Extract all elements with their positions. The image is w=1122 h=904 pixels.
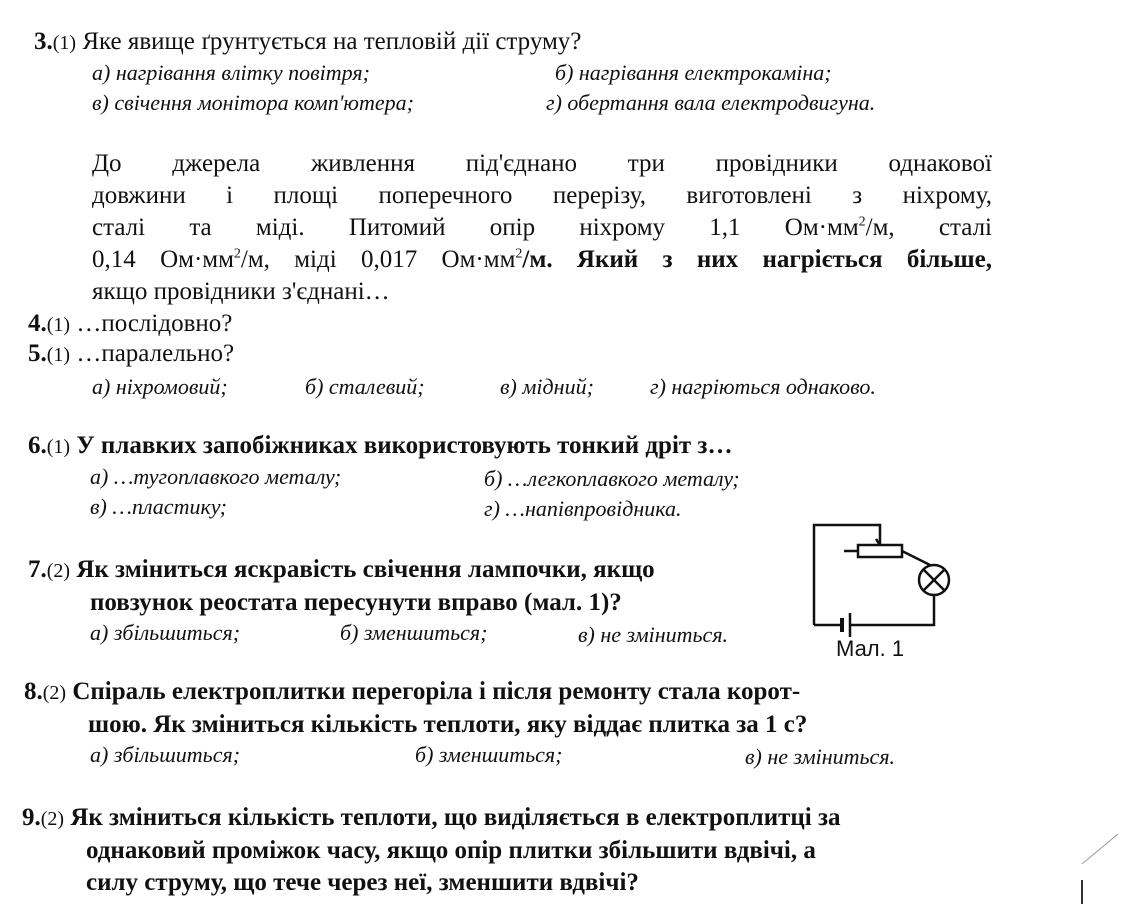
question-points: (2) — [46, 560, 71, 582]
question-text: …паралельно? — [76, 340, 235, 367]
question-number: 3. — [34, 28, 53, 55]
question-text-line-1: Спіраль електроплитки перегоріла і після ремонту стала корот- — [72, 678, 801, 705]
answer-a: а) ніхромовий; — [92, 374, 228, 399]
answer-b: б) зменшиться; — [340, 620, 488, 645]
question-5 — [28, 338, 234, 371]
question-text-line-3: силу струму, що тече через неї, зменшити вдвічі? — [86, 869, 639, 896]
answer-c: в) мідний; — [500, 374, 594, 399]
intro-line-4: 0,14 $Ом\cdot мм^2/м$, міді 0,017 $Ом\cdot мм^2/м$. Який з них нагріється більше, — [92, 246, 992, 273]
question-text: Яке явище ґрунтується на тепловій дії струму? — [82, 28, 582, 55]
answer-d: г) нагріються однаково. — [650, 374, 876, 399]
answer-d: г) …напівпровідника. — [484, 496, 682, 521]
scan-artifact-mark — [1080, 820, 1122, 904]
question-4 — [28, 308, 232, 341]
question-number: 8. — [24, 678, 43, 705]
question-number: 5. — [28, 340, 47, 367]
question-number: 4. — [28, 310, 47, 337]
question-points: (1) — [52, 32, 77, 54]
conductors-intro-paragraph — [92, 148, 992, 308]
question-number: 7. — [28, 556, 47, 583]
question-points: (2) — [42, 682, 67, 704]
circuit-wire-bottom — [850, 595, 934, 625]
question-3 — [34, 26, 581, 59]
answer-a: а) збільшиться; — [90, 742, 241, 767]
answer-a: а) збільшиться; — [90, 620, 241, 645]
intro-line-1: До джерела живлення під'єднано три провідники однакової — [92, 150, 992, 177]
question-text: У плавких запобіжниках використовують тонкий дріт з… — [76, 432, 733, 459]
question-text-line-1: Як зміниться яскравість свічення лампочки, якщо — [76, 556, 655, 583]
answer-b: б) нагрівання електрокаміна; — [555, 60, 832, 85]
question-points: (2) — [40, 808, 65, 830]
question-7 — [28, 554, 788, 619]
answer-c: в) не зміниться. — [578, 622, 729, 647]
circuit-wire-left — [814, 525, 880, 625]
answer-b: б) сталевий; — [305, 374, 425, 399]
question-number: 9. — [22, 804, 41, 831]
figure-caption: Мал. 1 — [836, 636, 905, 661]
intro-line-2: довжини і площі поперечного перерізу, виготовлені з ніхрому, — [92, 182, 992, 209]
answer-a: а) …тугоплавкого металу; — [90, 464, 342, 489]
answer-b: б) …легкоплавкого металу; — [484, 466, 740, 491]
answer-b: б) зменшиться; — [415, 742, 563, 767]
answer-c: в) не зміниться. — [745, 744, 896, 769]
question-text: …послідовно? — [76, 310, 233, 337]
question-points: (1) — [46, 314, 71, 336]
intro-line-5: якщо провідники з'єднані… — [92, 278, 390, 305]
rheostat-resistor — [858, 545, 902, 557]
circuit-diagram — [800, 515, 970, 645]
question-text-line-1: Як зміниться кількість теплоти, що виділяється в електроплитці за — [70, 804, 841, 831]
question-6 — [28, 430, 732, 463]
question-points: (1) — [46, 436, 71, 458]
question-8 — [24, 676, 994, 741]
question-points: (1) — [46, 344, 71, 366]
answer-c: в) свічення монітора комп'ютера; — [92, 90, 414, 115]
answer-c: в) …пластику; — [90, 494, 227, 519]
question-text-line-2: однаковий проміжок часу, якщо опір плитки збільшити вдвічі, а — [86, 837, 816, 864]
intro-line-3: сталі та міді. Питомий опір ніхрому 1,1 $Ом\cdot мм^2/м$, сталі — [92, 214, 992, 241]
question-text-line-2: повзунок реостата пересунути вправо (мал. 1)? — [90, 589, 622, 616]
question-text-line-2: шою. Як зміниться кількість теплоти, яку віддає плитка за 1 с? — [88, 711, 808, 738]
answer-a: а) нагрівання влітку повітря; — [92, 60, 370, 85]
answer-d: г) обертання вала електродвигуна. — [546, 90, 876, 115]
question-number: 6. — [28, 432, 47, 459]
question-9 — [22, 802, 997, 899]
circuit-wire-to-lamp — [902, 551, 930, 565]
